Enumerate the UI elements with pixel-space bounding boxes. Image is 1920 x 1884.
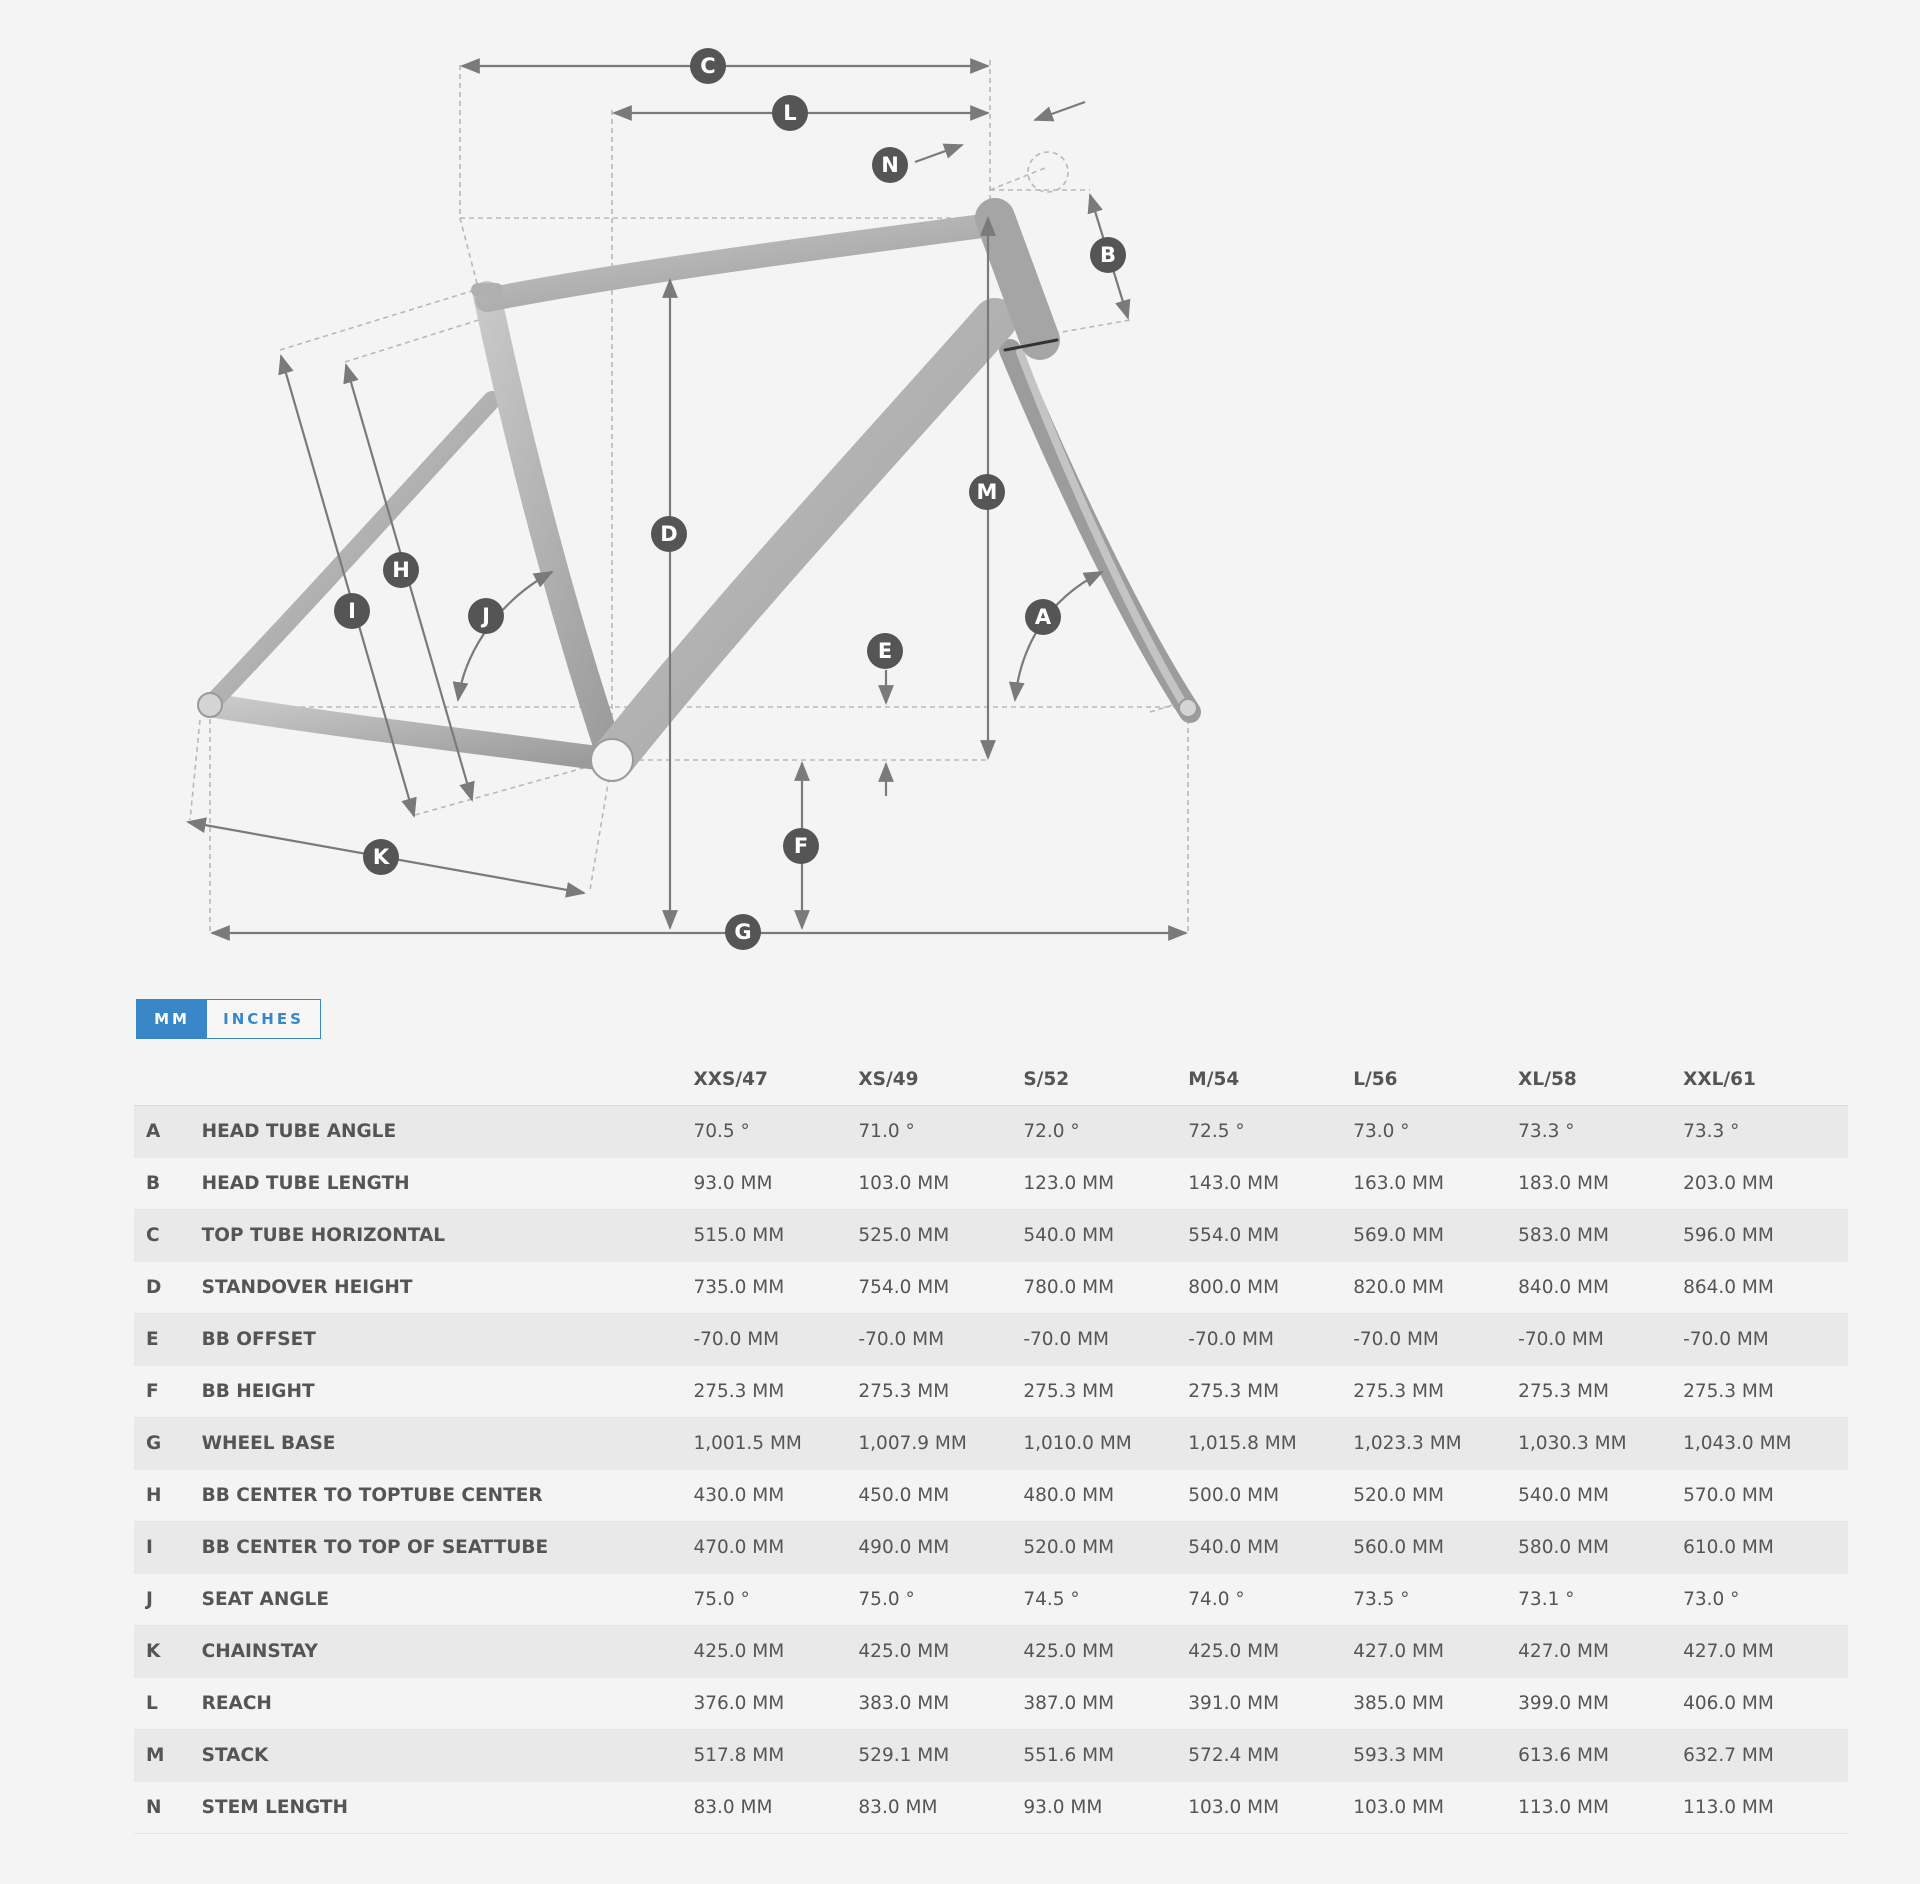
dimension-lines: [188, 66, 1186, 933]
badge-l: [772, 95, 808, 131]
row-value: 275.3 MM: [1518, 1381, 1609, 1402]
row-value: 1,007.9 MM: [858, 1433, 967, 1454]
row-value: 73.0 °: [1683, 1589, 1740, 1610]
row-value: 391.0 MM: [1188, 1693, 1280, 1714]
row-value: -70.0 MM: [1188, 1329, 1274, 1350]
row-key: G: [146, 1433, 162, 1454]
badge-k: [363, 839, 399, 875]
table-body: [134, 1106, 1848, 1834]
row-value: -70.0 MM: [1683, 1329, 1769, 1350]
table-row: [134, 1418, 1848, 1470]
row-value: 275.3 MM: [1353, 1381, 1444, 1402]
row-value: -70.0 MM: [1023, 1329, 1110, 1350]
row-value: 1,015.8 MM: [1188, 1433, 1297, 1454]
row-label: STACK: [201, 1745, 269, 1766]
row-key: B: [146, 1173, 161, 1194]
row-value: 551.6 MM: [1023, 1745, 1115, 1766]
row-value: 93.0 MM: [1023, 1797, 1103, 1818]
badge-b: [1090, 237, 1126, 273]
row-value: 73.3 °: [1518, 1121, 1575, 1142]
badge-g: [725, 914, 761, 950]
row-value: 540.0 MM: [1518, 1485, 1609, 1506]
size-column-header: XL/58: [1518, 1069, 1577, 1090]
row-label: BB HEIGHT: [201, 1381, 315, 1402]
bike-frame: [198, 218, 1197, 781]
row-key: I: [146, 1537, 153, 1558]
badge-m: [969, 474, 1005, 510]
table-row: [134, 1522, 1848, 1574]
row-value: 754.0 MM: [858, 1277, 950, 1298]
row-value: 570.0 MM: [1683, 1485, 1774, 1506]
row-value: 780.0 MM: [1023, 1277, 1115, 1298]
row-value: 275.3 MM: [1188, 1381, 1280, 1402]
row-value: 520.0 MM: [1353, 1485, 1444, 1506]
table-header-row: [134, 1054, 1848, 1106]
badge-letter: C: [700, 54, 716, 78]
row-value: 864.0 MM: [1683, 1277, 1774, 1298]
badge-c: [690, 48, 726, 84]
row-value: 275.3 MM: [1023, 1381, 1115, 1402]
row-value: 517.8 MM: [693, 1745, 785, 1766]
row-value: 73.3 °: [1683, 1121, 1740, 1142]
row-value: 383.0 MM: [858, 1693, 950, 1714]
row-label: REACH: [201, 1693, 272, 1714]
row-value: 103.0 MM: [1188, 1797, 1280, 1818]
badge-letter: H: [392, 558, 410, 582]
row-value: 425.0 MM: [858, 1641, 950, 1662]
row-value: 399.0 MM: [1518, 1693, 1609, 1714]
row-label: BB CENTER TO TOP OF SEATTUBE: [201, 1537, 549, 1558]
row-value: 71.0 °: [858, 1121, 915, 1142]
badge-letter: F: [793, 834, 809, 858]
badge-letter: D: [660, 522, 678, 546]
row-value: 820.0 MM: [1353, 1277, 1444, 1298]
table-row: [134, 1314, 1848, 1366]
row-value: 93.0 MM: [693, 1173, 773, 1194]
row-value: 515.0 MM: [693, 1225, 785, 1246]
row-key: C: [146, 1225, 160, 1246]
table-row: [134, 1262, 1848, 1314]
badge-a: [1025, 599, 1061, 635]
row-key: H: [146, 1485, 162, 1506]
badge-letter: N: [881, 153, 899, 177]
table-row: [134, 1210, 1848, 1262]
row-value: 540.0 MM: [1023, 1225, 1115, 1246]
row-value: 1,010.0 MM: [1023, 1433, 1132, 1454]
row-value: 425.0 MM: [1188, 1641, 1280, 1662]
row-value: 490.0 MM: [858, 1537, 950, 1558]
row-value: 72.0 °: [1023, 1121, 1080, 1142]
badge-letter: L: [783, 101, 797, 125]
badge-n: [872, 147, 908, 183]
row-value: 75.0 °: [693, 1589, 750, 1610]
row-label: SEAT ANGLE: [201, 1589, 329, 1610]
size-column-header: S/52: [1023, 1069, 1070, 1090]
row-value: 520.0 MM: [1023, 1537, 1115, 1558]
row-key: N: [146, 1797, 162, 1818]
table-row: [134, 1678, 1848, 1730]
row-value: 425.0 MM: [1023, 1641, 1115, 1662]
row-value: 569.0 MM: [1353, 1225, 1444, 1246]
row-value: 73.1 °: [1518, 1589, 1575, 1610]
size-column-header: XXS/47: [693, 1069, 768, 1090]
row-value: 83.0 MM: [858, 1797, 938, 1818]
row-key: D: [146, 1277, 162, 1298]
row-value: 427.0 MM: [1353, 1641, 1444, 1662]
row-value: -70.0 MM: [858, 1329, 945, 1350]
row-label: CHAINSTAY: [201, 1641, 318, 1662]
row-value: 800.0 MM: [1188, 1277, 1280, 1298]
row-value: 275.3 MM: [858, 1381, 950, 1402]
table-row: [134, 1626, 1848, 1678]
row-value: 83.0 MM: [693, 1797, 773, 1818]
row-value: 1,030.3 MM: [1518, 1433, 1627, 1454]
row-label: WHEEL BASE: [201, 1433, 336, 1454]
row-key: L: [146, 1693, 158, 1714]
row-value: 113.0 MM: [1518, 1797, 1609, 1818]
row-value: 275.3 MM: [1683, 1381, 1774, 1402]
row-value: 73.5 °: [1353, 1589, 1410, 1610]
row-value: 1,043.0 MM: [1683, 1433, 1792, 1454]
row-value: 583.0 MM: [1518, 1225, 1609, 1246]
row-value: 425.0 MM: [693, 1641, 785, 1662]
row-value: 613.6 MM: [1518, 1745, 1609, 1766]
row-value: 554.0 MM: [1188, 1225, 1280, 1246]
row-value: 1,001.5 MM: [693, 1433, 802, 1454]
badge-letter: M: [976, 480, 998, 504]
badge-letter: G: [734, 920, 752, 944]
row-key: E: [146, 1329, 159, 1350]
row-value: 470.0 MM: [693, 1537, 785, 1558]
guide-lines: [190, 60, 1190, 935]
row-value: 70.5 °: [693, 1121, 750, 1142]
row-value: 1,023.3 MM: [1353, 1433, 1462, 1454]
row-value: 74.0 °: [1188, 1589, 1245, 1610]
row-label: HEAD TUBE LENGTH: [201, 1173, 410, 1194]
row-value: -70.0 MM: [1353, 1329, 1439, 1350]
row-value: 376.0 MM: [693, 1693, 785, 1714]
row-value: 113.0 MM: [1683, 1797, 1774, 1818]
row-value: -70.0 MM: [1518, 1329, 1604, 1350]
row-value: 480.0 MM: [1023, 1485, 1115, 1506]
size-column-header: L/56: [1353, 1069, 1398, 1090]
badge-d: [651, 516, 687, 552]
row-label: STANDOVER HEIGHT: [201, 1277, 413, 1298]
badge-letter: B: [1099, 243, 1117, 267]
row-value: 143.0 MM: [1188, 1173, 1280, 1194]
row-value: 430.0 MM: [693, 1485, 785, 1506]
table-row: [134, 1470, 1848, 1522]
row-value: 529.1 MM: [858, 1745, 950, 1766]
row-value: 560.0 MM: [1353, 1537, 1444, 1558]
size-column-header: XS/49: [858, 1069, 919, 1090]
unit-toggle: [136, 999, 321, 1039]
row-value: 427.0 MM: [1518, 1641, 1609, 1662]
row-value: 275.3 MM: [693, 1381, 785, 1402]
row-value: 73.0 °: [1353, 1121, 1410, 1142]
row-value: 596.0 MM: [1683, 1225, 1774, 1246]
size-column-header: XXL/61: [1683, 1069, 1756, 1090]
table-row: [134, 1730, 1848, 1782]
table-row: [134, 1782, 1848, 1834]
table-row: [134, 1574, 1848, 1626]
row-key: A: [146, 1121, 161, 1142]
row-value: 163.0 MM: [1353, 1173, 1444, 1194]
row-key: F: [146, 1381, 159, 1402]
row-value: 183.0 MM: [1518, 1173, 1609, 1194]
row-value: 203.0 MM: [1683, 1173, 1774, 1194]
table-row: [134, 1158, 1848, 1210]
row-value: 75.0 °: [858, 1589, 915, 1610]
row-label: TOP TUBE HORIZONTAL: [201, 1225, 446, 1246]
row-value: 593.3 MM: [1353, 1745, 1444, 1766]
table-row: [134, 1366, 1848, 1418]
badge-letter: J: [482, 604, 490, 628]
row-value: -70.0 MM: [693, 1329, 780, 1350]
row-label: BB OFFSET: [201, 1329, 316, 1350]
geometry-table: [134, 1054, 1848, 1834]
row-value: 406.0 MM: [1683, 1693, 1774, 1714]
row-value: 500.0 MM: [1188, 1485, 1280, 1506]
row-value: 72.5 °: [1188, 1121, 1245, 1142]
table-row: [134, 1106, 1848, 1158]
badge-letter: K: [372, 845, 390, 869]
row-value: 387.0 MM: [1023, 1693, 1115, 1714]
badge-letter: E: [877, 639, 893, 663]
badge-j: [468, 598, 504, 634]
row-value: 74.5 °: [1023, 1589, 1080, 1610]
row-value: 123.0 MM: [1023, 1173, 1115, 1194]
row-label: HEAD TUBE ANGLE: [201, 1121, 397, 1142]
row-value: 840.0 MM: [1518, 1277, 1609, 1298]
badge-letter: I: [348, 599, 356, 623]
badge-i: [334, 593, 370, 629]
row-value: 735.0 MM: [693, 1277, 785, 1298]
badge-h: [383, 552, 419, 588]
row-value: 632.7 MM: [1683, 1745, 1774, 1766]
row-value: 525.0 MM: [858, 1225, 950, 1246]
row-value: 450.0 MM: [858, 1485, 950, 1506]
row-value: 540.0 MM: [1188, 1537, 1280, 1558]
row-value: 580.0 MM: [1518, 1537, 1609, 1558]
row-label: BB CENTER TO TOPTUBE CENTER: [201, 1485, 543, 1506]
badge-letter: A: [1034, 605, 1052, 629]
size-column-header: M/54: [1188, 1069, 1240, 1090]
row-value: 385.0 MM: [1353, 1693, 1444, 1714]
row-label: STEM LENGTH: [201, 1797, 348, 1818]
row-value: 103.0 MM: [1353, 1797, 1444, 1818]
row-key: K: [146, 1641, 161, 1662]
row-value: 427.0 MM: [1683, 1641, 1774, 1662]
row-value: 103.0 MM: [858, 1173, 950, 1194]
row-key: J: [146, 1589, 153, 1610]
row-value: 572.4 MM: [1188, 1745, 1280, 1766]
row-value: 610.0 MM: [1683, 1537, 1774, 1558]
badge-f: [783, 828, 819, 864]
mm-unit-button[interactable]: MM: [137, 1000, 207, 1038]
badge-e: [867, 633, 903, 669]
inches-unit-button[interactable]: INCHES: [207, 1000, 320, 1038]
row-key: M: [146, 1745, 165, 1766]
